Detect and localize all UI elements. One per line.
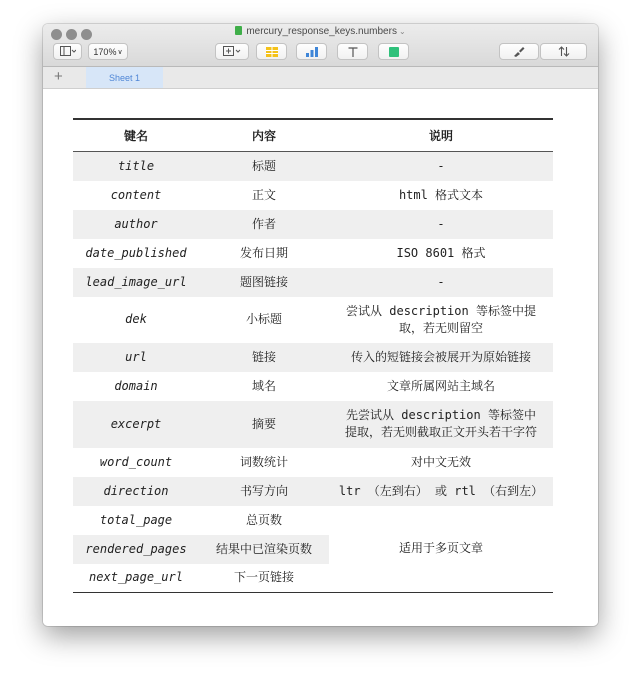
- paintbrush-icon: [513, 46, 525, 57]
- table-row: [73, 401, 553, 448]
- note-cell[interactable]: html 格式文本: [398, 187, 484, 202]
- content-cell[interactable]: 正文: [251, 187, 276, 202]
- note-line: 取，若无则留空: [398, 320, 483, 335]
- table-row: [73, 477, 553, 506]
- zoom-menu-button[interactable]: [88, 43, 128, 60]
- text-button[interactable]: [337, 43, 368, 60]
- note-cell[interactable]: -: [329, 152, 553, 181]
- note-cell[interactable]: -: [329, 268, 553, 297]
- note-cell[interactable]: -: [329, 210, 553, 239]
- note-line: 先尝试从 description 等标签中: [346, 408, 536, 422]
- zoom-level: 170%: [93, 46, 117, 57]
- content-cell[interactable]: 小标题: [245, 312, 282, 326]
- table-row: [73, 210, 553, 239]
- key-cell[interactable]: title: [73, 152, 199, 181]
- table-row: [73, 448, 553, 477]
- content-cell[interactable]: 词数统计: [239, 454, 288, 469]
- note-cell-merged[interactable]: 适用于多页文章: [329, 506, 553, 593]
- content-cell[interactable]: 链接: [199, 343, 329, 372]
- content-cell[interactable]: 标题: [199, 152, 329, 181]
- content-cell[interactable]: 作者: [199, 210, 329, 239]
- key-cell[interactable]: date_published: [85, 245, 187, 260]
- header-note[interactable]: 说明: [329, 119, 553, 152]
- content-cell[interactable]: 下一页链接: [233, 570, 294, 585]
- format-button[interactable]: [499, 43, 539, 60]
- insert-menu-button[interactable]: [215, 43, 249, 60]
- table-row: [73, 372, 553, 401]
- title-bar: [43, 24, 598, 67]
- table-icon: [266, 47, 278, 57]
- shape-icon: [389, 47, 399, 57]
- sort-arrows-icon: [558, 46, 570, 57]
- chart-icon: [306, 47, 318, 57]
- content-cell[interactable]: 题图链接: [199, 268, 329, 297]
- content-cell[interactable]: 摘要: [199, 401, 329, 448]
- sheet-canvas: [43, 89, 598, 626]
- header-content[interactable]: 内容: [199, 119, 329, 152]
- key-cell[interactable]: author: [73, 210, 199, 239]
- key-cell[interactable]: excerpt: [73, 401, 199, 448]
- sheet-tab-label: Sheet 1: [108, 72, 141, 83]
- key-cell[interactable]: next_page_url: [89, 570, 183, 585]
- content-cell[interactable]: 书写方向: [199, 477, 329, 506]
- numbers-document-icon: [235, 26, 242, 35]
- note-cell[interactable]: 文章所属网站主域名: [386, 378, 495, 393]
- insert-icon: [223, 46, 241, 57]
- key-cell[interactable]: rendered_pages: [73, 535, 199, 564]
- note-line: 尝试从 description 等标签中提: [346, 303, 536, 318]
- note-cell[interactable]: [329, 401, 553, 448]
- content-cell[interactable]: 域名: [251, 378, 276, 393]
- chevron-down-icon: ⌄: [398, 27, 406, 36]
- sort-button[interactable]: [540, 43, 587, 60]
- window-title: mercury_response_keys.numbers: [246, 26, 397, 37]
- table-row: [73, 297, 553, 343]
- sheet-tab-bar: [43, 67, 598, 89]
- key-cell[interactable]: domain: [114, 378, 158, 393]
- key-cell[interactable]: dek: [125, 312, 147, 326]
- add-sheet-button[interactable]: +: [54, 68, 63, 85]
- content-cell[interactable]: 总页数: [245, 512, 282, 527]
- window-title-area[interactable]: [43, 26, 598, 37]
- table-row: [73, 506, 553, 535]
- key-cell[interactable]: content: [110, 187, 162, 202]
- note-cell[interactable]: ISO 8601 格式: [396, 245, 486, 260]
- table-row: [73, 343, 553, 372]
- note-line: 提取，若无则截取正文开头若干字符: [344, 425, 537, 439]
- note-cell[interactable]: [329, 297, 553, 343]
- table-row: [73, 268, 553, 297]
- content-cell[interactable]: 发布日期: [239, 245, 288, 260]
- key-cell[interactable]: word_count: [99, 454, 173, 469]
- note-cell[interactable]: ltr （左到右） 或 rtl （右到左）: [329, 477, 553, 506]
- content-cell[interactable]: 结果中已渲染页数: [199, 535, 329, 564]
- tab-sheet-1[interactable]: [86, 67, 163, 88]
- header-key[interactable]: 键名: [73, 119, 199, 152]
- table-button[interactable]: [256, 43, 287, 60]
- table-row: [73, 152, 553, 181]
- table-header-row: [73, 119, 553, 152]
- table-row: [73, 181, 553, 210]
- sidebar-view-icon: [60, 46, 76, 57]
- key-cell[interactable]: url: [73, 343, 199, 372]
- chevron-down-icon: ∨: [117, 48, 123, 56]
- note-cell[interactable]: 传入的短链接会被展开为原始链接: [329, 343, 553, 372]
- response-keys-table: [73, 118, 553, 593]
- key-cell[interactable]: direction: [73, 477, 199, 506]
- app-window: [43, 24, 598, 626]
- table-row: [73, 239, 553, 268]
- note-cell[interactable]: 对中文无效: [410, 454, 471, 469]
- view-menu-button[interactable]: [53, 43, 82, 60]
- chart-button[interactable]: [296, 43, 327, 60]
- text-icon: [348, 47, 358, 57]
- key-cell[interactable]: lead_image_url: [73, 268, 199, 297]
- key-cell[interactable]: total_page: [99, 512, 173, 527]
- shape-button[interactable]: [378, 43, 409, 60]
